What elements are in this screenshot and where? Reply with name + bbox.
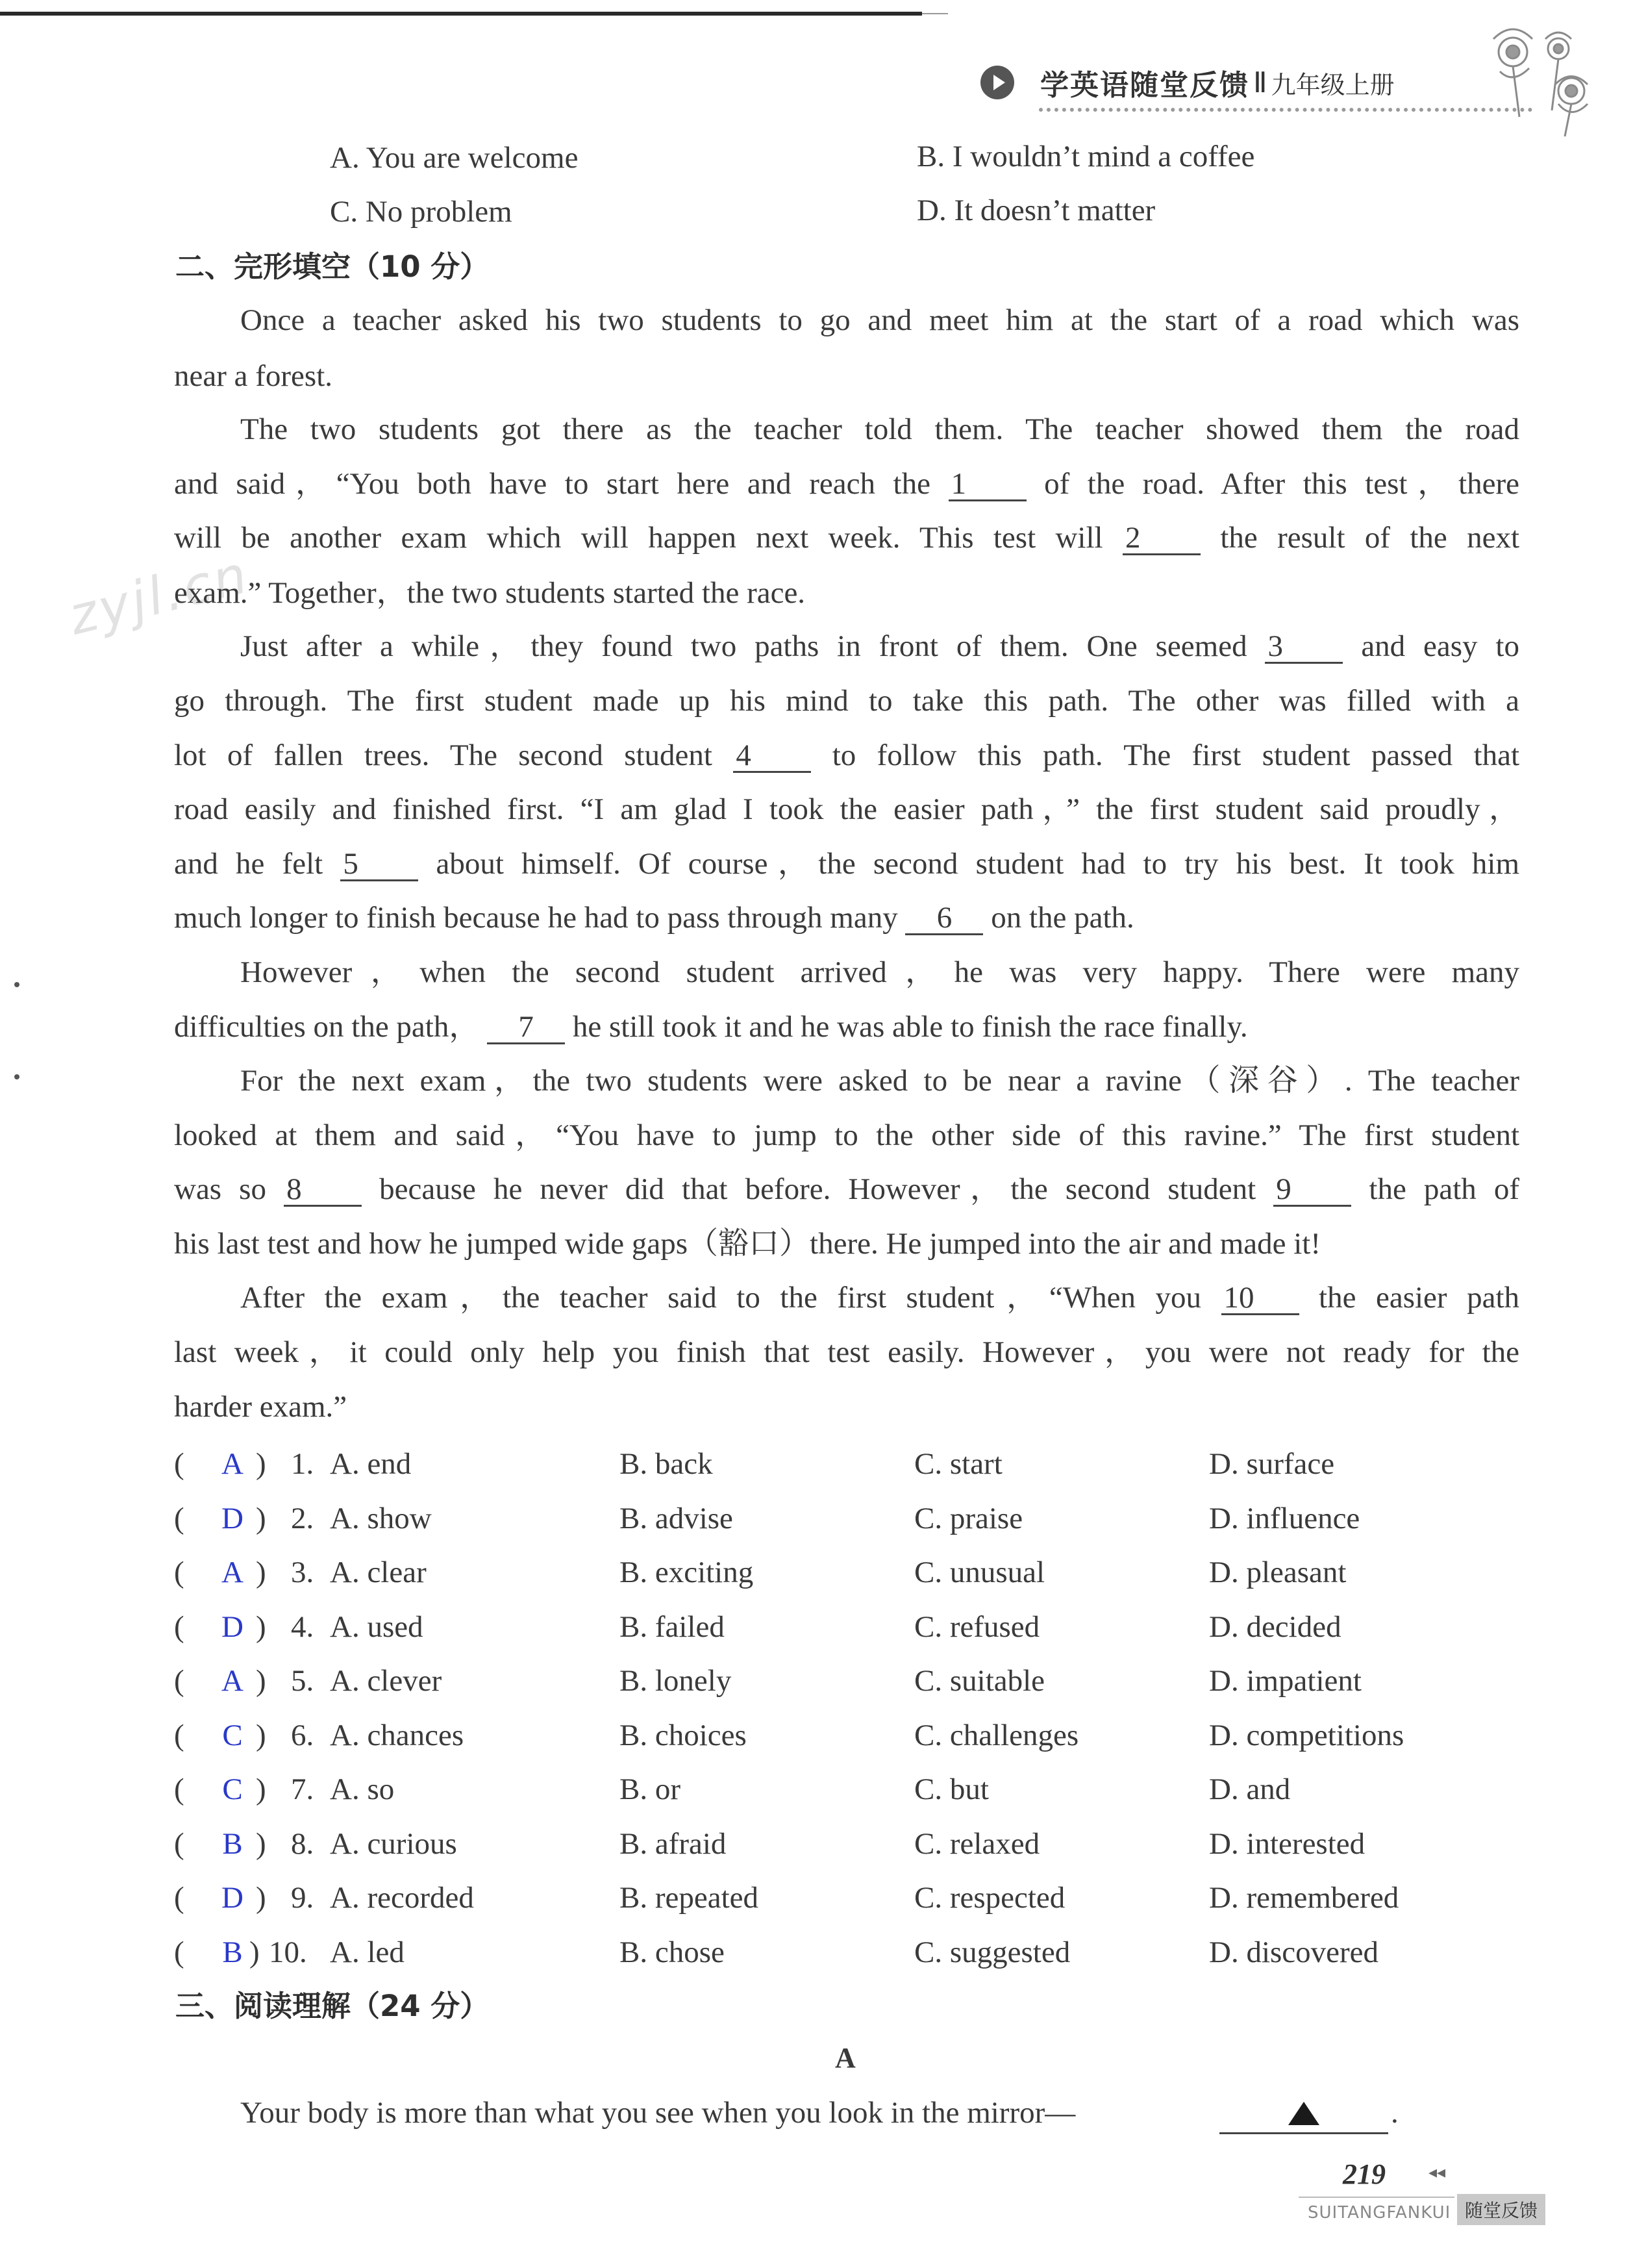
answer: B <box>222 1935 243 1969</box>
text: difficulties on the path， <box>174 1010 480 1044</box>
text: to follow this path. The first student passed that <box>832 738 1520 772</box>
question-number: 8. <box>291 1827 314 1861</box>
p6-line-2: last week，it could only help you finish that test easily. However，you were not ready for the <box>174 1335 1519 1369</box>
text: and easy to <box>1361 629 1519 663</box>
answer: D <box>221 1881 243 1915</box>
question-number: 3. <box>291 1556 314 1589</box>
paren: ) <box>256 1447 266 1481</box>
option-b: B. failed <box>619 1610 725 1644</box>
option-a: A. recorded <box>330 1881 474 1915</box>
p1-line-2: near a forest. <box>174 359 332 393</box>
triangle-marker-icon <box>1288 2102 1319 2125</box>
option-a: A. chances <box>330 1719 464 1752</box>
option-d: D. interested <box>1209 1827 1365 1861</box>
option-c: C. refused <box>914 1610 1040 1644</box>
blank-8: 8 <box>284 1174 362 1207</box>
blank-10: 10 <box>1221 1283 1299 1315</box>
prev-option-d: D. It doesn’t matter <box>917 194 1156 227</box>
paren: ) <box>249 1935 260 1969</box>
page-header <box>980 60 1395 105</box>
answer: A <box>221 1556 243 1589</box>
text: will be another exam which will happen next week. This test will <box>174 521 1103 555</box>
p2-line-1: The two students got there as the teacher told them. The teacher showed them the road <box>240 412 1519 446</box>
section-cloze-title: 二、完形填空（10 分） <box>175 249 490 284</box>
p5-line-3 <box>174 1174 1519 1207</box>
blank-6: 6 <box>905 903 983 935</box>
header-dotted-rule <box>1039 108 1532 112</box>
option-c: C. but <box>914 1772 989 1806</box>
paren: ( <box>174 1827 184 1861</box>
paren: ) <box>256 1610 266 1644</box>
option-c: C. suitable <box>914 1664 1045 1698</box>
option-b: B. repeated <box>619 1881 759 1915</box>
paren: ( <box>174 1664 184 1698</box>
text: because he never did that before. However，the second student <box>379 1172 1256 1206</box>
paren: ) <box>256 1664 266 1698</box>
paren: ( <box>174 1881 184 1915</box>
paren: ( <box>174 1772 184 1806</box>
prev-option-c: C. No problem <box>330 195 512 229</box>
option-b: B. or <box>619 1772 680 1806</box>
text: After the exam，the teacher said to the first student，“When you <box>240 1281 1201 1315</box>
question-number: 6. <box>291 1719 314 1752</box>
option-a: A. show <box>330 1502 432 1535</box>
option-d: D. surface <box>1209 1447 1335 1481</box>
option-c: C. praise <box>914 1502 1023 1535</box>
play-icon <box>980 66 1014 99</box>
blank-9: 9 <box>1273 1174 1351 1207</box>
answer: A <box>221 1447 243 1481</box>
p4-line-1: However，when the second student arrived，he was very happy. There were many <box>240 955 1519 989</box>
question-number: 7. <box>291 1772 314 1806</box>
p3-line-5 <box>174 849 1519 881</box>
option-c: C. suggested <box>914 1935 1071 1969</box>
blank-7: 7 <box>487 1012 565 1044</box>
footer-rule <box>1299 2197 1454 2198</box>
question-number: 9. <box>291 1881 314 1915</box>
option-b: B. afraid <box>619 1827 727 1861</box>
option-d: D. pleasant <box>1209 1556 1347 1589</box>
blank-4: 4 <box>733 740 811 773</box>
option-a: A. used <box>330 1610 423 1644</box>
blank-2: 2 <box>1123 523 1201 555</box>
grade-label: 九年级上册 <box>1271 70 1395 99</box>
p3-line-6 <box>174 903 1134 935</box>
text: he still took it and he was able to finish the race finally. <box>572 1010 1248 1044</box>
top-rule-tail <box>922 13 948 14</box>
option-d: D. and <box>1209 1772 1291 1806</box>
option-d: D. remembered <box>1209 1881 1399 1915</box>
p2-line-2 <box>174 469 1519 501</box>
paren: ( <box>174 1447 184 1481</box>
paren: ( <box>174 1719 184 1752</box>
paren: ( <box>174 1935 184 1969</box>
text: much longer to finish because he had to pass through many <box>174 901 898 935</box>
prev-option-b: B. I wouldn’t mind a coffee <box>917 140 1255 173</box>
paren: ) <box>256 1772 266 1806</box>
margin-dot <box>14 1074 19 1079</box>
option-d: D. competitions <box>1209 1719 1404 1752</box>
option-b: B. chose <box>619 1935 725 1969</box>
option-a: A. led <box>330 1935 405 1969</box>
option-a: A. curious <box>330 1827 457 1861</box>
option-d: D. impatient <box>1209 1664 1362 1698</box>
text: was so <box>174 1172 266 1206</box>
reading-first-line: Your body is more than what you see when you look in the mirror— <box>240 2096 1076 2130</box>
p6-line-1 <box>240 1283 1519 1315</box>
option-d: D. decided <box>1209 1610 1341 1644</box>
answer: C <box>222 1719 243 1752</box>
p5-line-4: his last test and how he jumped wide gaps（豁口）there. He jumped into the air and made it! <box>174 1227 1321 1261</box>
option-d: D. influence <box>1209 1502 1360 1535</box>
text: on the path. <box>991 901 1134 935</box>
question-number: 1. <box>291 1447 314 1481</box>
top-rule <box>0 12 922 16</box>
option-c: C. start <box>914 1447 1003 1481</box>
option-b: B. advise <box>619 1502 733 1535</box>
flower-decoration-icon <box>1474 13 1604 143</box>
option-d: D. discovered <box>1209 1935 1379 1969</box>
prev-option-a: A. You are welcome <box>330 141 579 175</box>
option-b: B. exciting <box>619 1556 754 1589</box>
answer: A <box>221 1664 243 1698</box>
text: lot of fallen trees. The second student <box>174 738 712 772</box>
paren: ) <box>256 1827 266 1861</box>
option-c: C. unusual <box>914 1556 1045 1589</box>
book-title: 学英语随堂反馈 <box>1040 69 1249 102</box>
option-b: B. lonely <box>619 1664 732 1698</box>
option-a: A. clear <box>330 1556 427 1589</box>
text: and he felt <box>174 847 323 881</box>
option-b: B. back <box>619 1447 713 1481</box>
text: the easier path <box>1319 1281 1520 1315</box>
volume-mark: Ⅱ <box>1253 66 1267 99</box>
p1-line-1: Once a teacher asked his two students to go and meet him at the start of a road which was <box>240 303 1519 337</box>
text: of the road. After this test，there <box>1044 467 1520 501</box>
paren: ( <box>174 1556 184 1589</box>
answer: B <box>222 1827 243 1861</box>
blank-3: 3 <box>1265 631 1343 664</box>
watermark: zyjl.cn <box>62 544 255 647</box>
question-number: 10. <box>269 1935 307 1969</box>
paren: ( <box>174 1610 184 1644</box>
option-c: C. challenges <box>914 1719 1079 1752</box>
option-b: B. choices <box>619 1719 747 1752</box>
option-c: C. respected <box>914 1881 1066 1915</box>
answer: D <box>221 1610 243 1644</box>
paren: ) <box>256 1719 266 1752</box>
arrows-icon: ◂◂ <box>1428 2163 1446 2182</box>
p6-line-3: harder exam.” <box>174 1390 347 1424</box>
passage-label: A <box>835 2042 856 2074</box>
margin-dot <box>14 982 19 987</box>
p5-line-2: looked at them and said，“You have to jump to the other side of this ravine.” The first student <box>174 1118 1519 1152</box>
answer: C <box>222 1772 243 1806</box>
paren: ) <box>256 1881 266 1915</box>
option-a: A. end <box>330 1447 412 1481</box>
p3-line-1 <box>240 631 1519 664</box>
p3-line-4: road easily and finished first. “I am glad I took the easier path，” the first student said proudly， <box>174 792 1519 826</box>
blank-1: 1 <box>949 469 1027 501</box>
footer-badge: 随堂反馈 <box>1457 2194 1545 2225</box>
text: the result of the next <box>1220 521 1520 555</box>
question-number: 2. <box>291 1502 314 1535</box>
answer: D <box>221 1502 243 1535</box>
paren: ) <box>256 1502 266 1535</box>
text: about himself. Of course，the second student had to try his best. It took him <box>436 847 1520 881</box>
option-c: C. relaxed <box>914 1827 1040 1861</box>
paren: ( <box>174 1502 184 1535</box>
page-number: 219 <box>1343 2158 1386 2190</box>
p3-line-2: go through. The first student made up his mind to take this path. The other was filled with a <box>174 684 1519 718</box>
question-number: 4. <box>291 1610 314 1644</box>
question-number: 5. <box>291 1664 314 1698</box>
p2-line-4: exam.” Together，the two students started the race. <box>174 576 806 610</box>
section-reading-title: 三、阅读理解（24 分） <box>175 1989 490 2023</box>
paren: ) <box>256 1556 266 1589</box>
p5-line-1: For the next exam，the two students were asked to be near a ravine（深谷）. The teacher <box>240 1064 1519 1098</box>
reading-line-end: . <box>1391 2096 1399 2130</box>
answer-blank <box>1219 2102 1388 2134</box>
option-a: A. so <box>330 1772 395 1806</box>
p4-line-2 <box>174 1012 1248 1044</box>
p2-line-3 <box>174 523 1519 555</box>
option-a: A. clever <box>330 1664 442 1698</box>
text: and said，“You both have to start here and reach the <box>174 467 930 501</box>
text: Just after a while，they found two paths in front of them. One seemed <box>240 629 1247 663</box>
footer-pinyin: SUITANGFANKUI <box>1308 2203 1451 2223</box>
text: the path of <box>1369 1172 1520 1206</box>
blank-5: 5 <box>340 849 418 881</box>
p3-line-3 <box>174 740 1519 773</box>
